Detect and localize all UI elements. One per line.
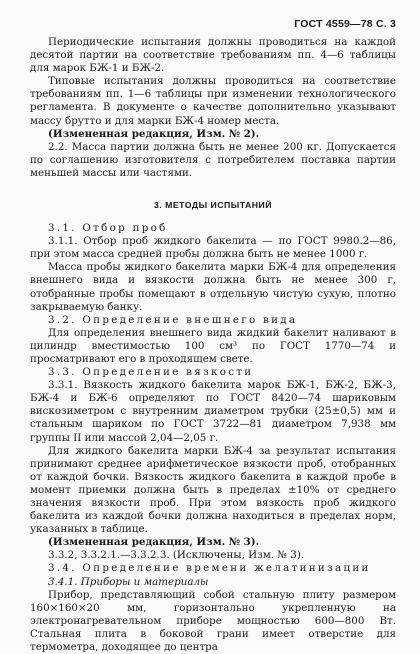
paragraph-3-3-1: 3.3.1. Вязкость жидкого бакелита марок БЖ-1, БЖ-2, БЖ-3, БЖ-4 и БЖ-6 определяют по ГОСТ 8420—74 шариковым вискозиметром с внутренним диаметром трубки (25±0,5) мм и стальным шариком по ГОСТ 3722—81 диаметром 7,938 мм группы II или массой 2,04—2,05 г.: [30, 379, 396, 444]
paragraph-apparatus: Прибор, представляющий собой стальную плиту размером 160×160×20 мм, горизонтально укрепленную на электронагревательном приборе мощностью 600—800 Вт. Стальная плита в боковой грани имеет отверстие для термометра, доходящее до центра: [30, 588, 396, 654]
paragraph-sample-mass: Масса пробы жидкого бакелита марки БЖ-4 для определения внешнего вида и вязкости должна быть не менее 300 г, отобранные пробы помещают в отдельную чистую сухую, плотно закрываемую банку.: [30, 261, 396, 313]
subheading-3-2: 3.2. Определение внешнего вида: [48, 313, 298, 326]
paragraph-periodic-tests: Периодические испытания должны проводиться на каждой десятой партии на соответствие требованиям пп. 4—6 таблицы для марок БЖ-1 и БЖ-2.: [30, 36, 396, 75]
subheading-3-4: 3.4. Определение времени желатинизации: [48, 562, 371, 575]
paragraph-bzh4-viscosity: Для жидкого бакелита марки БЖ-4 за результат испытания принимают среднее арифметическое вязкости проб, отобранных от каждой бочки. Вязкость жидкого бакелита в каждой пробе в момент приемки должна быть в пределах ±10% от среднего значения вязкости проб. При этом вязкость проб жидкого бакелита из каждой бочки должна находиться в пределах норм, указанных в таблице.: [30, 444, 396, 536]
paragraph-type-tests: Типовые испытания должны проводиться на соответствие требованиям пп. 1—6 таблицы при изменении технологического регламента. В документе о качестве дополнительно указывают массу брутто и для марки БЖ-4 номер места.: [30, 75, 396, 127]
document-body: [30, 36, 396, 654]
subheading-3-1: 3.1. Отбор проб: [48, 222, 168, 235]
paragraph-2-2: 2.2. Масса партии должна быть не менее 200 кг. Допускается по соглашению изготовителя с потребителем поставка партии меньшей массы или частями.: [30, 140, 396, 179]
paragraph-appearance: Для определения внешнего вида жидкий бакелит наливают в цилиндр вместимостью 100 см³ по ГОСТ 1770—74 и просматривают его в проходящем свете.: [30, 326, 396, 365]
subheading-3-3: 3.3. Определение вязкости: [48, 366, 254, 379]
section-heading-3: 3. МЕТОДЫ ИСПЫТАНИЙ: [153, 200, 273, 211]
page-header: ГОСТ 4559—78 С. 3: [294, 18, 396, 30]
paragraph-3-1-1: 3.1.1. Отбор проб жидкого бакелита — по ГОСТ 9980.2—86, при этом масса средней пробы должна быть не менее 1000 г.: [30, 235, 396, 261]
amendment-note-3: (Измененная редакция, Изм. № 3).: [48, 536, 260, 549]
amendment-note-2: (Измененная редакция, Изм. № 2).: [48, 127, 260, 140]
paragraph-3-3-2-excluded: 3.3.2, 3.3.2.1.—3.3.2.3. (Исключены, Изм. № 3).: [48, 549, 305, 562]
subheading-3-4-1: 3.4.1. Приборы и материалы: [48, 575, 209, 588]
